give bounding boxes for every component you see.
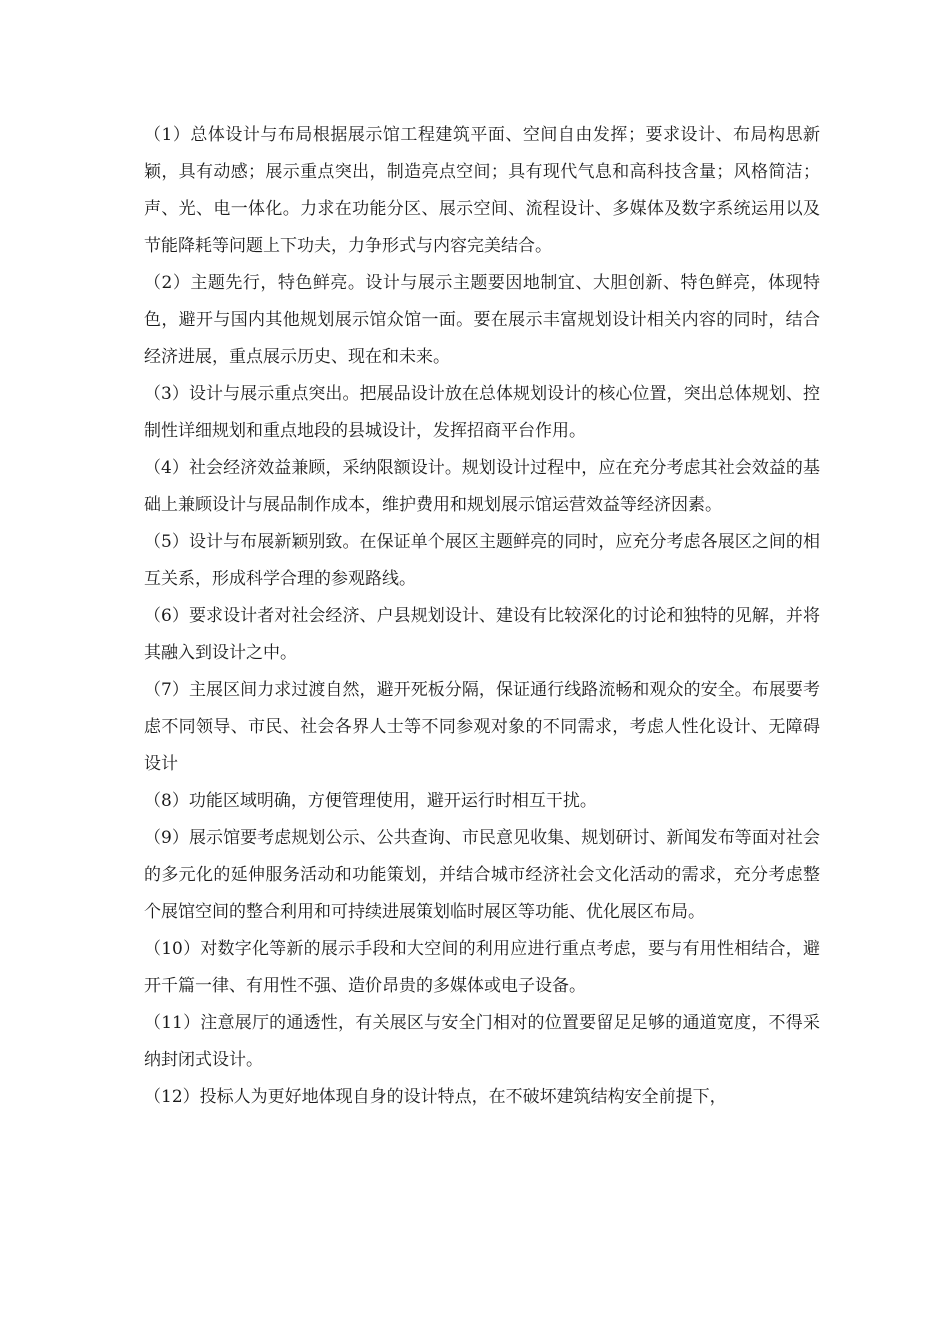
paragraph-5: （5）设计与布展新颖别致。在保证单个展区主题鲜亮的同时，应充分考虑各展区之间的相互关系，形成科学合理的参观路线。 <box>144 532 820 589</box>
document-body <box>144 117 820 1116</box>
paragraph-7: （7）主展区间力求过渡自然，避开死板分隔，保证通行线路流畅和观众的安全。布展要考虑不同领导、市民、社会各界人士等不同参观对象的不同需求，考虑人性化设计、无障碍设计 <box>144 680 820 774</box>
paragraph-1: （1）总体设计与布局根据展示馆工程建筑平面、空间自由发挥；要求设计、布局构思新颖，具有动感；展示重点突出，制造亮点空间；具有现代气息和高科技含量；风格简洁；声、光、电一体化。力求在功能分区、展示空间、流程设计、多媒体及数字系统运用以及节能降耗等问题上下功夫，力争形式与内容完美结合。 <box>144 125 820 256</box>
paragraph-10: （10）对数字化等新的展示手段和大空间的利用应进行重点考虑，要与有用性相结合，避开千篇一律、有用性不强、造价昂贵的多媒体或电子设备。 <box>144 939 820 996</box>
paragraph-6: （6）要求设计者对社会经济、户县规划设计、建设有比较深化的讨论和独特的见解，并将其融入到设计之中。 <box>144 606 820 663</box>
paragraph-12: （12）投标人为更好地体现自身的设计特点，在不破坏建筑结构安全前提下， <box>144 1087 727 1107</box>
paragraph-3: （3）设计与展示重点突出。把展品设计放在总体规划设计的核心位置，突出总体规划、控制性详细规划和重点地段的县城设计，发挥招商平台作用。 <box>144 384 820 441</box>
paragraph-8: （8）功能区域明确，方便管理使用，避开运行时相互干扰。 <box>144 791 597 811</box>
paragraph-2: （2）主题先行，特色鲜亮。设计与展示主题要因地制宜、大胆创新、特色鲜亮，体现特色，避开与国内其他规划展示馆众馆一面。要在展示丰富规划设计相关内容的同时，结合经济进展，重点展示历史、现在和未来。 <box>144 273 820 367</box>
paragraph-9: （9）展示馆要考虑规划公示、公共查询、市民意见收集、规划研讨、新闻发布等面对社会的多元化的延伸服务活动和功能策划，并结合城市经济社会文化活动的需求，充分考虑整个展馆空间的整合利用和可持续进展策划临时展区等功能、优化展区布局。 <box>144 828 820 922</box>
paragraph-11: （11）注意展厅的通透性，有关展区与安全门相对的位置要留足足够的通道宽度，不得采纳封闭式设计。 <box>144 1013 820 1070</box>
paragraph-4: （4）社会经济效益兼顾，采纳限额设计。规划设计过程中，应在充分考虑其社会效益的基础上兼顾设计与展品制作成本，维护费用和规划展示馆运营效益等经济因素。 <box>144 458 820 515</box>
